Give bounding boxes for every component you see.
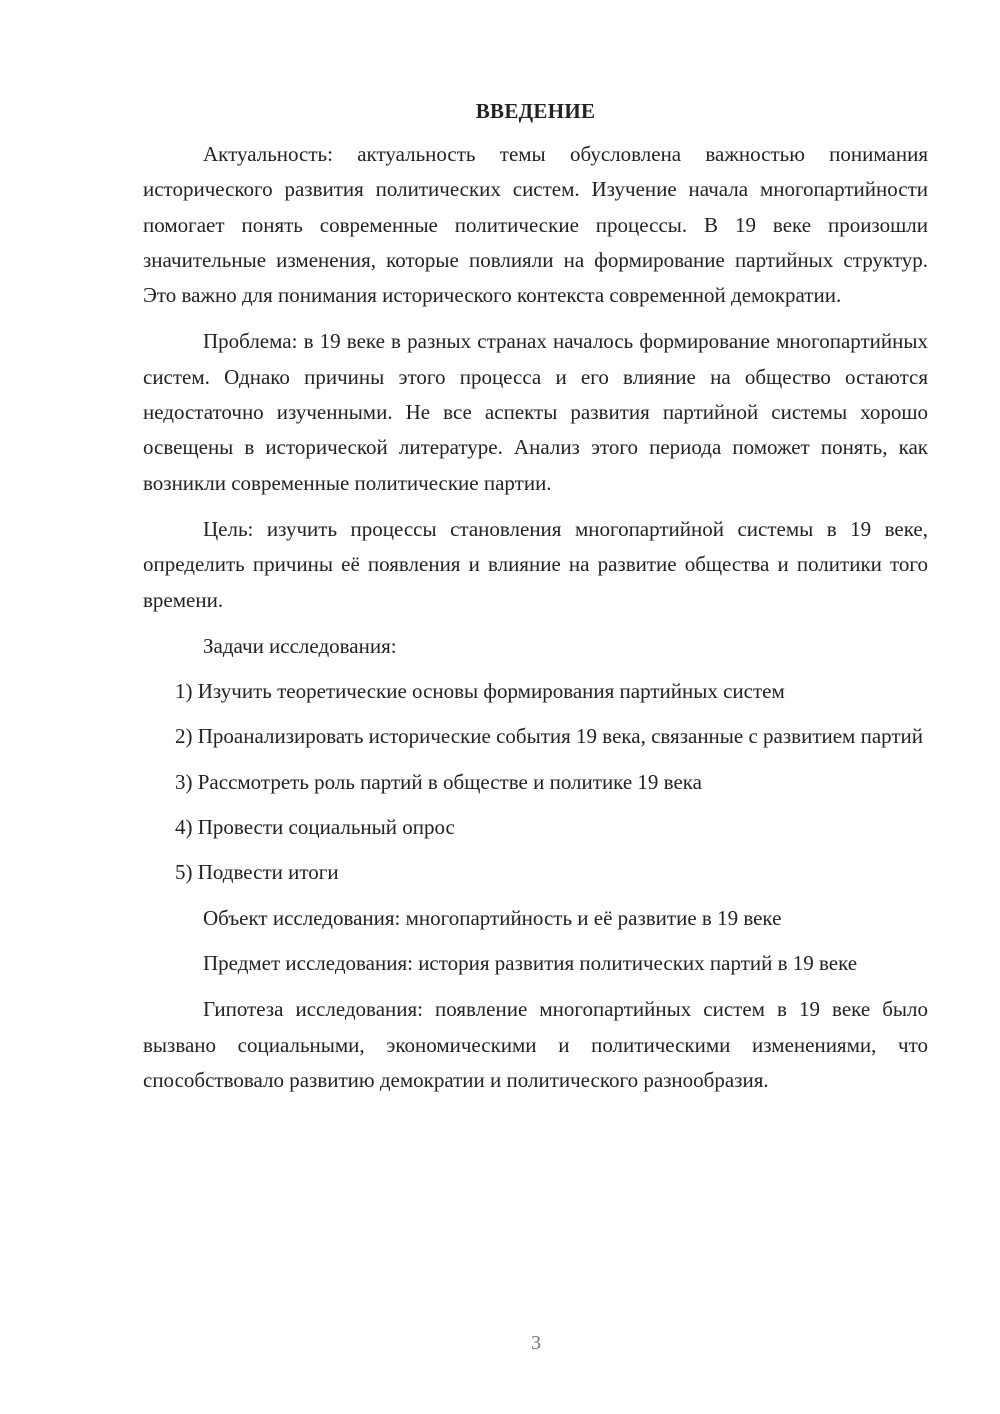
page-number: 3 <box>531 1332 541 1354</box>
task-item-3: 3) Рассмотреть роль партий в обществе и политике 19 века <box>175 769 702 794</box>
paragraph-relevance: Актуальность: актуальность темы обусловлена важностью понимания исторического развития политических систем. Изучение начала многопартийности помогает понять современные политические процессы. В 19 веке произошли значительные изменения, которые повлияли на формирование партийных структур. Это важно для понимания исторического контекста современной демократии. <box>143 142 928 308</box>
task-item-4: 4) Провести социальный опрос <box>175 815 455 840</box>
tasks-heading: Задачи исследования: <box>203 633 397 658</box>
section-title: ВВЕДЕНИЕ <box>475 99 596 123</box>
paragraph-hypothesis: Гипотеза исследования: появление многопартийных систем в 19 веке было вызвано социальными, экономическими и политическими изменениями, что способствовало развитию демократии и политического разнообразия. <box>143 997 928 1092</box>
task-item-1: 1) Изучить теоретические основы формирования партийных систем <box>175 679 785 704</box>
paragraph-problem: Проблема: в 19 веке в разных странах началось формирование многопартийных систем. Однако причины этого процесса и его влияние на общество остаются недостаточно изученными. Не все аспекты развития партийной системы хорошо освещены в исторической литературе. Анализ этого периода поможет понять, как возникли современные политические партии. <box>143 329 928 495</box>
paragraph-goal: Цель: изучить процессы становления многопартийной системы в 19 веке, определить причины её появления и влияние на развитие общества и политики того времени. <box>143 516 928 612</box>
paragraph-subject: Предмет исследования: история развития политических партий в 19 веке <box>203 950 858 975</box>
task-item-2: 2) Проанализировать исторические события 19 века, связанные с развитием партий <box>175 724 924 749</box>
paragraph-object: Объект исследования: многопартийность и её развитие в 19 веке <box>203 905 782 930</box>
document-page <box>143 95 928 1109</box>
task-item-5: 5) Подвести итоги <box>175 860 339 885</box>
